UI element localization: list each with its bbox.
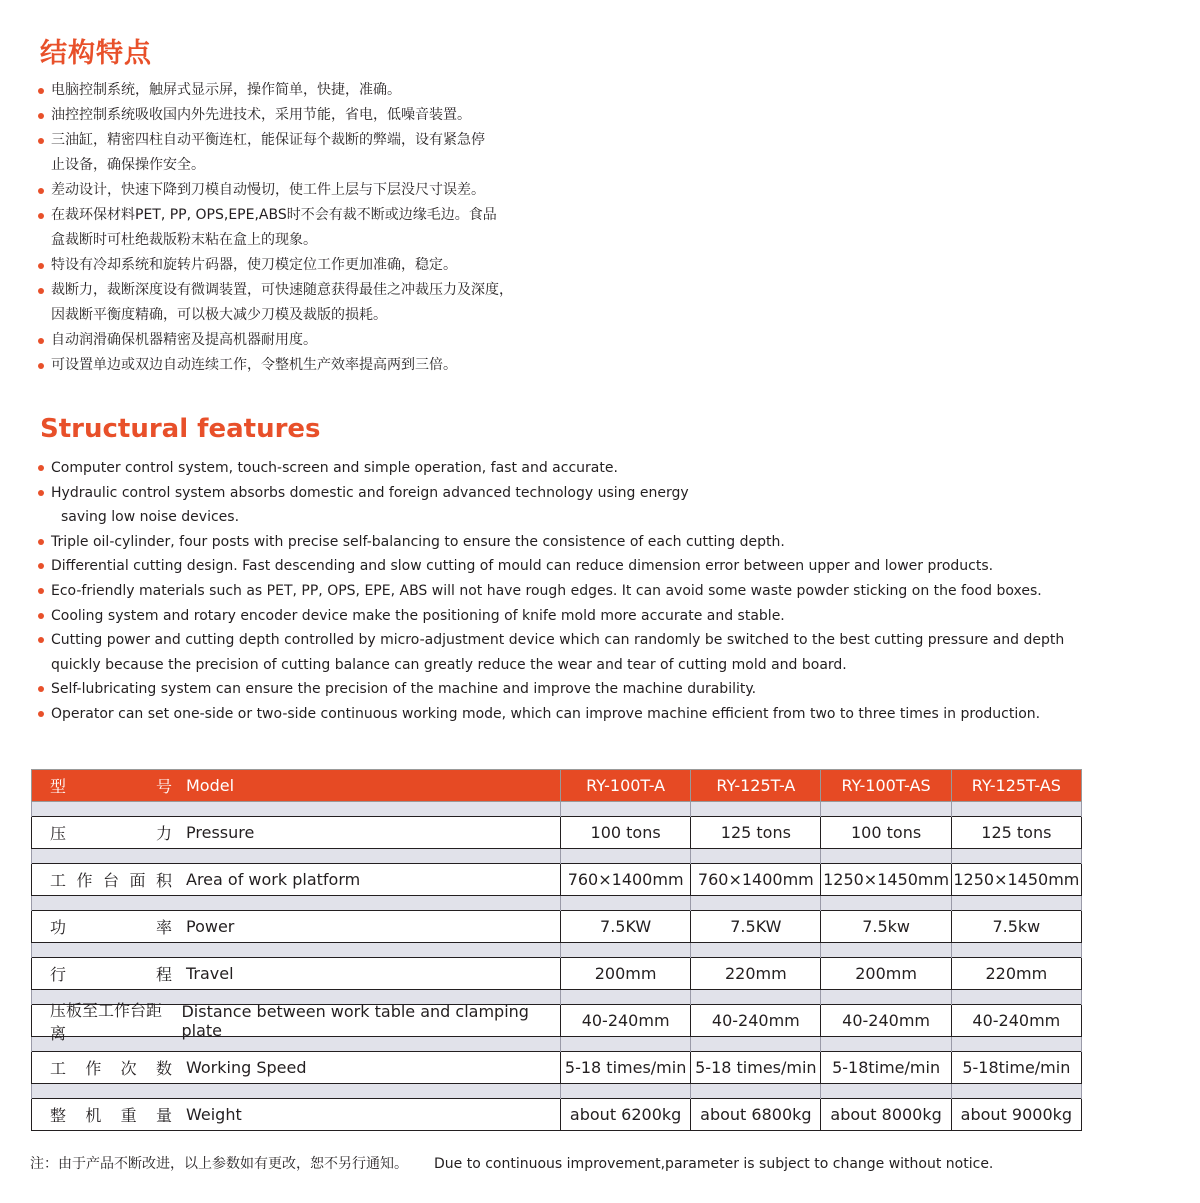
param-label-cn [50,868,172,891]
bullet-dot-icon [38,138,44,144]
param-value-cell: 40-240mm [691,1005,821,1037]
bullet-dot-icon [38,490,44,496]
bullet-dot-icon [38,188,44,194]
table-row [32,1052,1082,1084]
spacer-cell [32,1084,561,1099]
spacer-cell [691,1084,821,1099]
bullet-dot-icon [38,686,44,692]
param-value-cell: 40-240mm [561,1005,691,1037]
bullet-dot-icon [38,338,44,344]
bullet-dot-icon [38,288,44,294]
spacer-cell [561,1037,691,1052]
spacer-cell [561,802,691,817]
param-value-cell: 220mm [691,958,821,990]
param-value-cell: 7.5kw [821,911,951,943]
en-feature-list [38,456,1088,727]
table-row [32,1005,1082,1037]
param-value-cell: 220mm [951,958,1081,990]
param-label-cell [32,1099,561,1131]
spacer-cell [951,1037,1081,1052]
spacer-cell [561,943,691,958]
param-label-cn-char: 力 [155,824,172,843]
param-label-cn-char: 积 [155,871,172,890]
param-value-cell: about 9000kg [951,1099,1081,1131]
spacer-cell [691,943,821,958]
en-feature-item [38,628,1088,677]
spacer-cell [561,990,691,1005]
spacer-cell [561,896,691,911]
param-label-cn-char: 量 [155,1106,172,1125]
param-label-cn [50,915,172,938]
param-label-cn [50,1103,172,1126]
cn-feature-item [38,203,558,253]
param-value-cell: 100 tons [561,817,691,849]
param-value-cell: 100 tons [821,817,951,849]
table-spacer-row [32,1084,1082,1099]
feature-text-line: Differential cutting design. Fast descending and slow cutting of mould can reduce dimension error between upper and lower products. [51,558,994,575]
param-label-en: Area of work platform [186,870,361,889]
en-feature-item [38,579,1088,604]
table-row [32,911,1082,943]
param-value-cell: 125 tons [951,817,1081,849]
feature-text-line: Hydraulic control system absorbs domestic and foreign advanced technology using energy [51,484,689,501]
cn-feature-item [38,353,558,378]
param-label-cell [32,958,561,990]
bullet-dot-icon [38,539,44,545]
feature-text-line: 在裁环保材料PET, PP, OPS,EPE,ABS时不会有裁不断或边缘毛边。食品 [51,207,497,223]
bullet-dot-icon [38,563,44,569]
spacer-cell [821,802,951,817]
footnote-cn: 注：由于产品不断改进，以上参数如有更改，恕不另行通知。 [30,1156,408,1172]
param-label-cell [32,864,561,896]
param-value-cell: about 6800kg [691,1099,821,1131]
param-label-cn-char: 重 [120,1106,137,1125]
bullet-dot-icon [38,588,44,594]
bullet-dot-icon [38,711,44,717]
table-spacer-row [32,849,1082,864]
feature-text-line: Operator can set one-side or two-side continuous working mode, which can improve machine efficient from two to three times in production. [51,705,1041,722]
param-label-cell [32,911,561,943]
bullet-dot-icon [38,263,44,269]
en-feature-item [38,702,1088,727]
feature-text-line: 三油缸，精密四柱自动平衡连杠，能保证每个裁断的弊端，设有紧急停 [51,132,485,148]
param-label-en: Pressure [186,823,255,842]
param-label-cn [50,1056,172,1079]
model-name-cell: RY-125T-A [691,770,821,802]
en-feature-item [38,530,1088,555]
cn-feature-item [38,78,558,103]
spacer-cell [691,896,821,911]
feature-text-line: Cooling system and rotary encoder device make the positioning of knife mold more accurate and stable. [51,607,785,624]
param-label-en: Model [186,776,235,795]
param-label-cn-char: 次 [120,1059,137,1078]
param-label-cn-char: 面 [129,871,146,890]
param-label-cn-char: 机 [85,1106,102,1125]
param-label-cn [50,774,172,797]
param-label-cell [32,817,561,849]
param-value-cell: 5-18 times/min [561,1052,691,1084]
table-row [32,1099,1082,1131]
spacer-cell [951,1084,1081,1099]
param-label-en: Working Speed [186,1058,307,1077]
feature-text-line: 裁断力，裁断深度设有微调装置，可快速随意获得最佳之冲裁压力及深度， [51,282,513,298]
feature-text-line: Computer control system, touch-screen and simple operation, fast and accurate. [51,460,618,476]
param-label-cn-char: 型 [50,777,67,796]
model-name-cell: RY-125T-AS [951,770,1081,802]
param-label-cell [32,1052,561,1084]
spacer-cell [821,849,951,864]
param-value-cell: 1250×1450mm [951,864,1081,896]
param-label-cn [50,821,172,844]
spacer-cell [951,896,1081,911]
param-label-cn-char: 台 [102,871,119,890]
param-label-cn-char: 压板至工作台距离 [50,1000,163,1043]
param-label-en: Travel [186,964,234,983]
spacer-cell [691,1037,821,1052]
param-label-cn-char: 作 [85,1059,102,1078]
param-label-cn-char: 工 [50,1059,67,1078]
feature-text-line: quickly because the precision of cutting balance can greatly reduce the wear and tear of cutting mold and board. [51,656,847,673]
bullet-dot-icon [38,213,44,219]
param-value-cell: about 8000kg [821,1099,951,1131]
spacer-cell [32,896,561,911]
cn-feature-item [38,278,558,328]
spacer-cell [951,943,1081,958]
feature-text-line: saving low noise devices. [61,509,240,526]
feature-text-line: Cutting power and cutting depth controlled by micro-adjustment device which can randomly be switched to the best cutting pressure and depth [51,632,1065,649]
table-header-row [32,770,1082,802]
cn-feature-item [38,178,558,203]
feature-text-line: 可设置单边或双边自动连续工作，令整机生产效率提高两到三倍。 [51,357,457,373]
table-spacer-row [32,802,1082,817]
param-label-cn-char: 程 [155,965,172,984]
param-value-cell: 5-18time/min [951,1052,1081,1084]
cn-feature-item [38,253,558,278]
en-feature-item [38,604,1088,629]
bullet-dot-icon [38,88,44,94]
spacer-cell [821,943,951,958]
spacer-cell [821,1037,951,1052]
cn-feature-item [38,128,558,178]
param-label-cn-char: 工 [50,871,67,890]
en-section-title: Structural features [40,414,321,444]
bullet-dot-icon [38,363,44,369]
param-value-cell: 760×1400mm [561,864,691,896]
spec-table [31,769,1082,1131]
table-row [32,817,1082,849]
table-row [32,958,1082,990]
param-value-cell: 760×1400mm [691,864,821,896]
feature-text-line: 因裁断平衡度精确，可以极大减少刀模及裁版的损耗。 [51,307,387,323]
param-label-cn [50,962,172,985]
spacer-cell [821,990,951,1005]
footnote [30,1153,993,1173]
en-feature-item [38,456,1088,481]
cn-feature-list [38,78,558,378]
param-value-cell: 1250×1450mm [821,864,951,896]
param-value-cell: 5-18 times/min [691,1052,821,1084]
table-spacer-row [32,896,1082,911]
spacer-cell [951,849,1081,864]
param-label-cn-char: 行 [50,965,67,984]
spacer-cell [561,1084,691,1099]
param-label-cn-char: 作 [76,871,93,890]
spacer-cell [32,802,561,817]
model-name-cell: RY-100T-AS [821,770,951,802]
param-value-cell: 200mm [561,958,691,990]
param-value-cell: 125 tons [691,817,821,849]
param-value-cell: 40-240mm [951,1005,1081,1037]
param-label-cell [32,770,561,802]
param-value-cell: 200mm [821,958,951,990]
param-label-cn-char: 功 [50,918,67,937]
param-label-cell [32,1000,561,1043]
feature-text-line: 止设备，确保操作安全。 [51,157,205,173]
param-label-cn-char: 率 [155,918,172,937]
param-label-en: Weight [186,1105,242,1124]
en-feature-item [38,554,1088,579]
param-value-cell: 7.5KW [561,911,691,943]
spacer-cell [32,943,561,958]
feature-text-line: 特设有冷却系统和旋转片码器，使刀模定位工作更加准确，稳定。 [51,257,457,273]
param-value-cell: about 6200kg [561,1099,691,1131]
param-value-cell: 5-18time/min [821,1052,951,1084]
cn-feature-item [38,103,558,128]
spacer-cell [951,802,1081,817]
feature-text-line: 差动设计，快速下降到刀模自动慢切，使工件上层与下层没尺寸误差。 [51,182,485,198]
feature-text-line: Self-lubricating system can ensure the precision of the machine and improve the machine durability. [51,681,757,698]
spacer-cell [561,849,691,864]
feature-text-line: 自动润滑确保机器精密及提高机器耐用度。 [51,332,317,348]
param-label-en: Distance between work table and clamping plate [181,1001,529,1040]
param-label-cn-char: 压 [50,824,67,843]
cn-section-title: 结构特点 [40,38,152,69]
feature-text-line: 盒裁断时可杜绝裁版粉末粘在盒上的现象。 [51,232,317,248]
bullet-dot-icon [38,637,44,643]
feature-text-line: 油控控制系统吸收国内外先进技术，采用节能，省电，低噪音装置。 [51,107,471,123]
param-value-cell: 7.5kw [951,911,1081,943]
footnote-en: Due to continuous improvement,parameter is subject to change without notice. [434,1156,994,1172]
cn-feature-item [38,328,558,353]
bullet-dot-icon [38,613,44,619]
model-name-cell: RY-100T-A [561,770,691,802]
spacer-cell [691,802,821,817]
spacer-cell [821,1084,951,1099]
param-label-cn-char: 号 [155,777,172,796]
bullet-dot-icon [38,465,44,471]
spacer-cell [691,990,821,1005]
feature-text-line: 电脑控制系统，触屏式显示屏，操作简单，快捷，准确。 [51,82,401,98]
param-label-cn-char: 整 [50,1106,67,1125]
table-spacer-row [32,943,1082,958]
param-label-cn [50,998,167,1044]
feature-text-line: Triple oil-cylinder, four posts with precise self-balancing to ensure the consistence of each cutting depth. [51,533,785,550]
en-feature-item [38,677,1088,702]
spacer-cell [951,990,1081,1005]
bullet-dot-icon [38,113,44,119]
feature-text-line: Eco-friendly materials such as PET, PP, OPS, EPE, ABS will not have rough edges. It can avoid some waste powder sticking on the food boxes. [51,582,1042,599]
table-row [32,864,1082,896]
param-label-cn-char: 数 [155,1059,172,1078]
spacer-cell [691,849,821,864]
spacer-cell [821,896,951,911]
spacer-cell [32,849,561,864]
param-label-en: Power [186,917,235,936]
param-value-cell: 40-240mm [821,1005,951,1037]
en-feature-item [38,481,1088,530]
param-value-cell: 7.5KW [691,911,821,943]
